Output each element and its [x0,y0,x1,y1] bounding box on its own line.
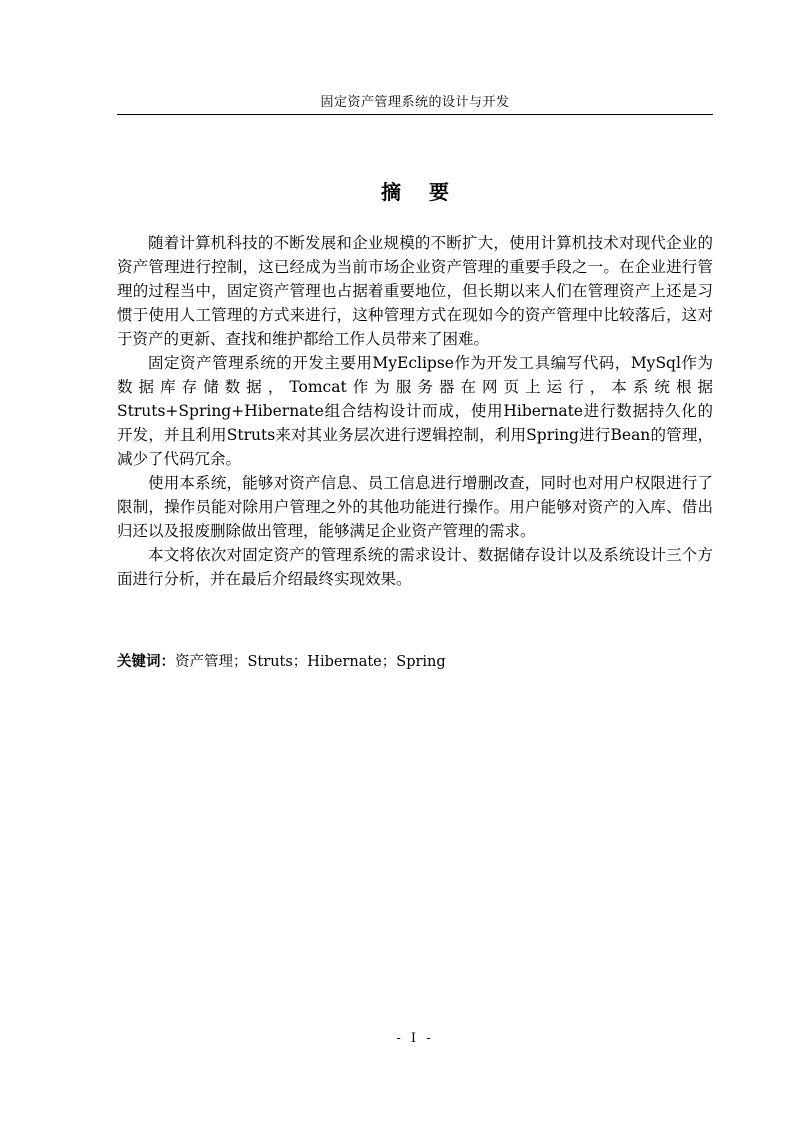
keywords-label: 关键词： [117,654,175,670]
keywords-text: 资产管理；Struts；Hibernate；Spring [175,654,446,670]
abstract-paragraph: 使用本系统，能够对资产信息、员工信息进行增删改查，同时也对用户权限进行了限制，操作员能对除用户管理之外的其他功能进行操作。用户能够对资产的入库、借出归还以及报废删除做出管理，能够满足企业资产管理的需求。 [117,474,713,540]
abstract-paragraph: 本文将依次对固定资产的管理系统的需求设计、数据储存设计以及系统设计三个方面进行分析，并在最后介绍最终实现效果。 [117,546,713,588]
page-number: - I - [396,1031,434,1046]
abstract-paragraph: 固定资产管理系统的开发主要用MyEclipse作为开发工具编写代码，MySql作为数据库存储数据，Tomcat作为服务器在网页上运行，本系统根据Struts+Spring+Hibernate组合结构设计而成，使用Hibernate进行数据持久化的开发，并且利用Struts来对其业务层次进行逻辑控制，利用Spring进行Bean的管理，减少了代码冗余。 [117,354,713,468]
header-rule [117,114,713,115]
abstract-title: 摘要 [381,180,477,204]
abstract-body [117,231,713,591]
keywords [117,651,713,673]
running-header: 固定资产管理系统的设计与开发 [320,95,510,110]
abstract-paragraph: 随着计算机科技的不断发展和企业规模的不断扩大，使用计算机技术对现代企业的资产管理进行控制，这已经成为当前市场企业资产管理的重要手段之一。在企业进行管理的过程当中，固定资产管理也占据着重要地位，但长期以来人们在管理资产上还是习惯于使用人工管理的方式来进行，这种管理方式在现如今的资产管理中比较落后，这对于资产的更新、查找和维护都给工作人员带来了困难。 [117,234,713,348]
